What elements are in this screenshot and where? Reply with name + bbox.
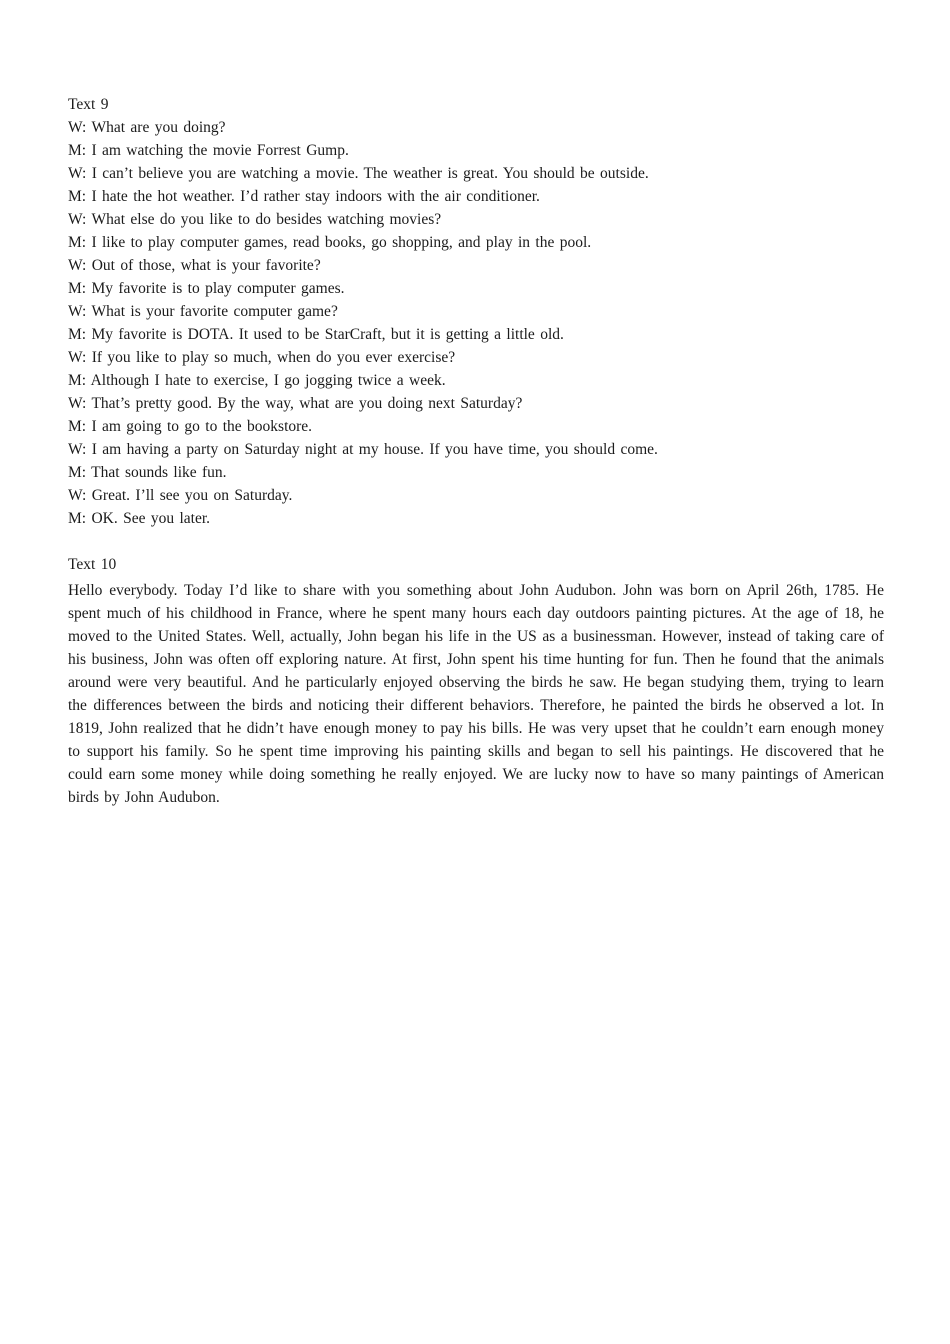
- dialogue-line: W: Out of those, what is your favorite?: [68, 257, 321, 274]
- dialogue-line: W: If you like to play so much, when do you ever exercise?: [68, 349, 456, 366]
- dialogue-line: M: My favorite is DOTA. It used to be StarCraft, but it is getting a little old.: [68, 326, 564, 343]
- text9-dialogue: [68, 116, 884, 530]
- text10-paragraph: Hello everybody. Today I’d like to share with you something about John Audubon. John was born on April 26th, 1785. He spent much of his childhood in France, where he spent many hours each day outdoors painting pictures. At the age of 18, he moved to the United States. Well, actually, John began his life in the US as a businessman. However, instead of taking care of his business, John was often off exploring nature. At first, John spent his time hunting for fun. Then he found that the animals around were very beautiful. And he particularly enjoyed observing the birds he saw. He began studying them, trying to learn the differences between the birds and noticing their different behaviors. Therefore, he painted the birds he observed a lot. In 1819, John realized that he didn’t have enough money to pay his bills. He was very upset that he couldn’t earn enough money to support his family. So he spent time improving his painting skills and began to sell his paintings. He discovered that he could earn some money while doing something he really enjoyed. We are lucky now to have so many paintings of American birds by John Audubon.: [68, 582, 884, 806]
- dialogue-line: W: What is your favorite computer game?: [68, 303, 338, 320]
- dialogue-line: W: Great. I’ll see you on Saturday.: [68, 487, 293, 504]
- dialogue-line: M: That sounds like fun.: [68, 464, 227, 481]
- dialogue-line: W: That’s pretty good. By the way, what are you doing next Saturday?: [68, 395, 523, 412]
- dialogue-line: W: What else do you like to do besides watching movies?: [68, 211, 442, 228]
- dialogue-line: W: What are you doing?: [68, 119, 226, 136]
- dialogue-line: M: OK. See you later.: [68, 510, 211, 527]
- dialogue-line: M: I am watching the movie Forrest Gump.: [68, 142, 349, 159]
- dialogue-line: M: I hate the hot weather. I’d rather stay indoors with the air conditioner.: [68, 188, 540, 205]
- dialogue-line: M: I like to play computer games, read books, go shopping, and play in the pool.: [68, 234, 592, 251]
- dialogue-line: M: My favorite is to play computer games.: [68, 280, 345, 297]
- text9-heading: Text 9: [68, 96, 109, 113]
- dialogue-line: W: I can’t believe you are watching a movie. The weather is great. You should be outside.: [68, 165, 649, 182]
- dialogue-line: W: I am having a party on Saturday night at my house. If you have time, you should come.: [68, 441, 658, 458]
- text9-section: [68, 93, 884, 530]
- text10-section: [68, 553, 884, 809]
- dialogue-line: M: Although I hate to exercise, I go jogging twice a week.: [68, 372, 446, 389]
- text10-heading: Text 10: [68, 556, 117, 573]
- dialogue-line: M: I am going to go to the bookstore.: [68, 418, 313, 435]
